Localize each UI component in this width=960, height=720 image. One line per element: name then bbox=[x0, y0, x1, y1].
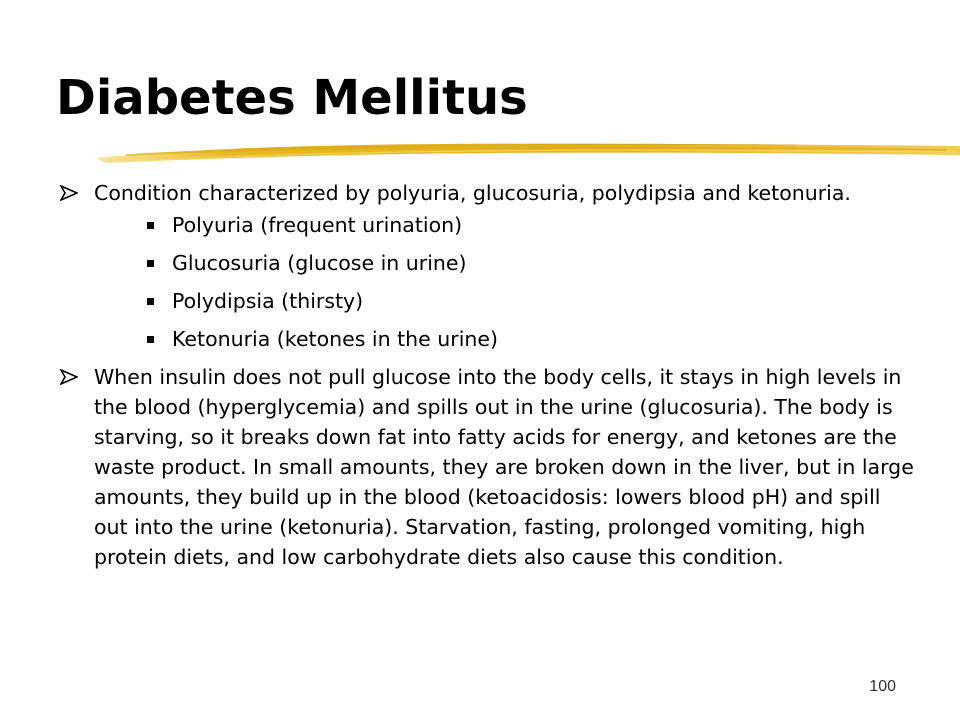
bullet-text: When insulin does not pull glucose into the body cells, it stays in high levels in the blood (hyperglycemia) and spills out in the urine (glucosuria). The body is starving, so it breaks down fat into fatty acids for energy, and ketones are the waste product. In small amounts, they are broken down in the liver, but in large amounts, they build up in the blood (ketoacidosis: lowers blood pH) and spill out into the urine (ketonuria). Starvation, fasting, prolonged vomiting, high protein diets, and low carbohydrate diets also cause this condition. bbox=[94, 365, 914, 569]
sub-bullet-item bbox=[94, 324, 920, 354]
sub-bullet-list bbox=[94, 210, 920, 354]
square-bullet-icon bbox=[147, 336, 154, 343]
slide-title: Diabetes Mellitus bbox=[56, 70, 528, 126]
bullet-item bbox=[60, 362, 920, 572]
page-number: 100 bbox=[869, 678, 896, 695]
sub-bullet-text: Polyuria (frequent urination) bbox=[172, 213, 463, 237]
sub-bullet-item bbox=[94, 248, 920, 278]
sub-bullet-text: Ketonuria (ketones in the urine) bbox=[172, 327, 499, 351]
arrow-icon bbox=[60, 369, 78, 385]
arrow-icon bbox=[60, 185, 78, 201]
sub-bullet-item bbox=[94, 210, 920, 240]
title-brush-underline bbox=[96, 136, 960, 176]
bullet-item bbox=[60, 178, 920, 354]
square-bullet-icon bbox=[147, 298, 154, 305]
sub-bullet-text: Polydipsia (thirsty) bbox=[172, 289, 364, 313]
square-bullet-icon bbox=[147, 260, 154, 267]
square-bullet-icon bbox=[147, 222, 154, 229]
bullet-list bbox=[60, 178, 920, 578]
sub-bullet-item bbox=[94, 286, 920, 316]
sub-bullet-text: Glucosuria (glucose in urine) bbox=[172, 251, 467, 275]
bullet-text: Condition characterized by polyuria, glucosuria, polydipsia and ketonuria. bbox=[94, 181, 851, 205]
